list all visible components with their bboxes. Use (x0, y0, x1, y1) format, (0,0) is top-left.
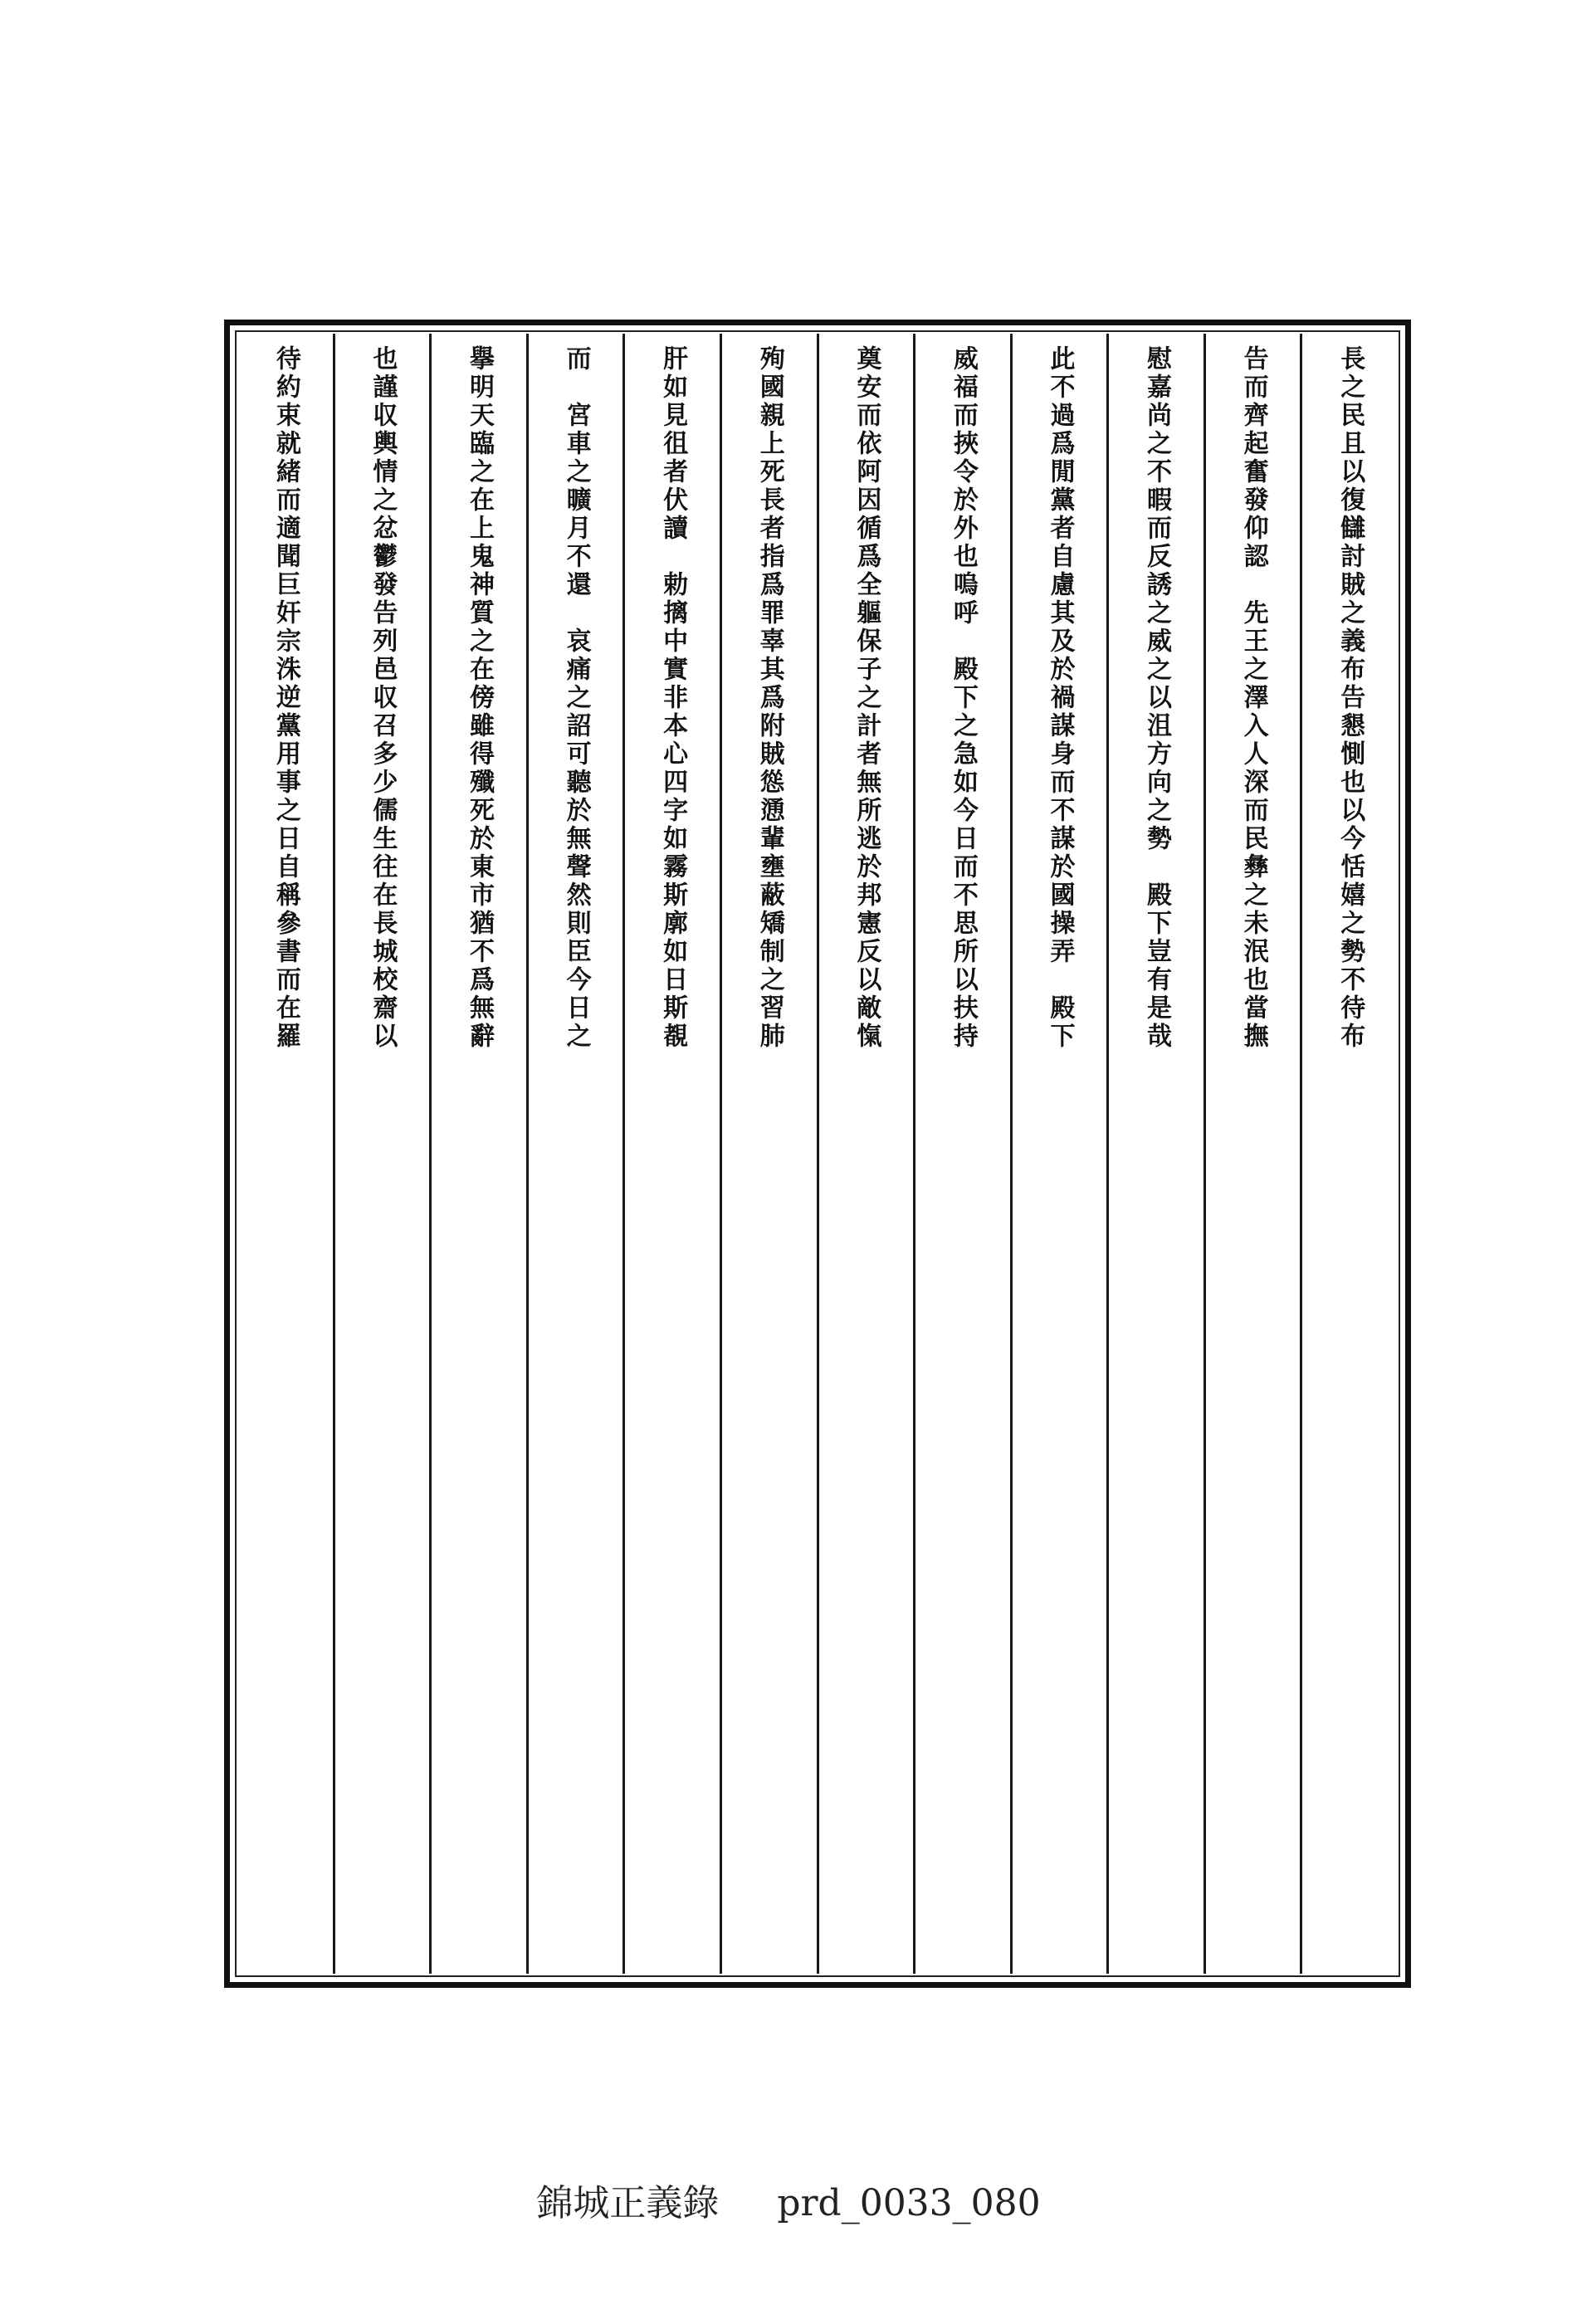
column-text: 告而齊起奮發仰認 先王之澤入人深而民彝之未泯也當撫 (1238, 345, 1268, 1051)
text-column (817, 334, 914, 1974)
column-text: 也謹収輿情之忿鬱發告列邑収召多少儒生往在長城校齋以 (368, 345, 398, 1051)
text-column (622, 334, 720, 1974)
text-column (238, 334, 333, 1974)
column-text: 擧明天臨之在上鬼神質之在傍雖得殲死於東市猶不爲無辭 (465, 345, 494, 1051)
text-column (1010, 334, 1107, 1974)
column-text: 此不過爲閒黨者自慮其及於禍謀身而不謀於國操弄 殿下 (1045, 345, 1075, 1051)
column-text: 殉國親上死長者指爲罪辜其爲附賊慫慂輩壅蔽矯制之習肺 (754, 345, 784, 1051)
column-text: 肝如見徂者伏讀 勅摛中實非本心四字如霧斯廓如日斯覩 (658, 345, 688, 1051)
text-column (1300, 334, 1397, 1974)
column-text: 威福而挾令於外也嗚呼 殿下之急如今日而不思所以扶持 (948, 345, 978, 1051)
text-column (720, 334, 817, 1974)
column-text: 奠安而依阿因循爲全軀保子之計者無所逃於邦憲反以敵愾 (852, 345, 881, 1051)
page-identifier: prd_0033_080 (777, 2182, 1041, 2224)
text-column (1106, 334, 1204, 1974)
text-column (1204, 334, 1301, 1974)
page-caption (0, 2173, 1577, 2226)
column-text: 而 宮車之曠月不還 哀痛之詔可聽於無聲然則臣今日之 (561, 345, 591, 1051)
column-text: 長之民且以復讎討賊之義布告懇惻也以今恬嬉之勢不待布 (1335, 345, 1365, 1051)
text-columns (238, 334, 1397, 1974)
text-column (913, 334, 1010, 1974)
text-column (526, 334, 623, 1974)
column-text: 待約束就緒而適聞巨奸宗洙逆黨用事之日自稱參書而在羅 (271, 345, 300, 1051)
text-frame (224, 320, 1411, 1988)
column-text: 慰嘉尚之不暇而反誘之威之以沮方向之勢 殿下豈有是哉 (1142, 345, 1172, 1051)
text-column (429, 334, 526, 1974)
book-title: 錦城正義錄 (536, 2182, 720, 2224)
text-column (333, 334, 430, 1974)
